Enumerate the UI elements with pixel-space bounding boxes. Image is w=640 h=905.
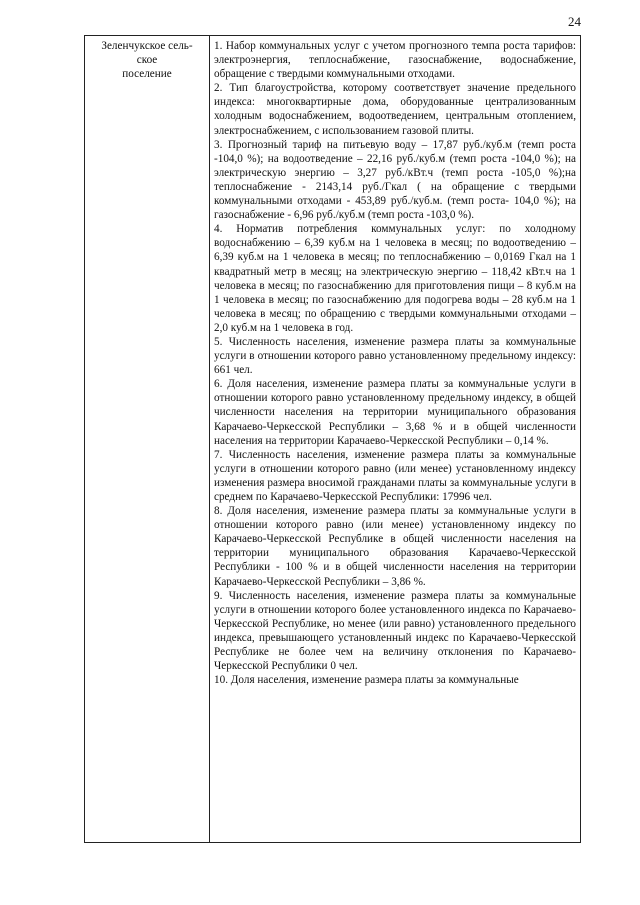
paragraph-item-1: 1. Набор коммунальных услуг с учетом прогнозного темпа роста тарифов: электроэнергия, теплоснабжение, газоснабжение, водоснабжение, обращение с твердыми коммунальными отходами.	[214, 40, 576, 81]
paragraph-item-9: 9. Численность населения, изменение размера платы за коммунальные услуги в отношении которого более установленного индекса по Карачаево-Черкесской Республике, но менее (или равно) установленного предельного индекса, превышающего установленный индекс по Карачаево-Черкесской Республике не более чем на величину отклонения по Карачаево-Черкесской Республики 0 чел.	[214, 589, 576, 673]
paragraph-item-5: 5. Численность населения, изменение размера платы за коммунальные услуги в отношении которого равно установленному предельному индексу: 661 чел.	[214, 335, 576, 377]
paragraph-item-6: 6. Доля населения, изменение размера платы за коммунальные услуги в отношении которого равно установленному предельному индексу, в общей численности населения на территории муниципального образования Карачаево-Черкесской Республики – 3,68 % и в общей численности населения на территории Карачаево-Черкесской Республики – 0,14 %.	[214, 378, 576, 447]
paragraph-item-7: 7. Численность населения, изменение размера платы за коммунальные услуги в отношении которого равно (или менее) установленному индексу изменения размера вносимой гражданами платы за коммунальные услуги в среднем по Карачаево-Черкесской Республики: 17996 чел.	[214, 448, 576, 503]
paragraph-item-4: 4. Норматив потребления коммунальных услуг: по холодному водоснабжению – 6,39 куб.м на 1 человека в месяц; по водоотведению – 6,39 куб.м на 1 человека в месяц; по теплоснабжению – 0,0169 Гкал на 1 квадратный метр в месяц; на электрическую энергию – 118,42 кВт.ч на 1 человека в месяц; по газоснабжению для приготовления пищи – 8 куб.м на 1 человека в месяц; по газоснабжению для подогрева воды – 28 куб.м на 1 человека в месяц; по обращению с твердыми коммунальными отходами – 2,0 куб.м на 1 человека в год.	[214, 223, 576, 334]
paragraph-item-10: 10. Доля населения, изменение размера платы за коммунальные	[214, 674, 519, 687]
municipality-name-line: Зеленчукское сель-	[101, 40, 193, 52]
paragraph-item-2: 2. Тип благоустройства, которому соответствует значение предельного индекса: многоквартирные дома, оборудованные централизованным холодным водоснабжением, водоотведением, центральным отоплением, электроснабжением, с использованием газовой плиты.	[214, 82, 576, 137]
paragraph-item-8: 8. Доля населения, изменение размера платы за коммунальные услуги в отношении которого равно (или менее) установленному индексу по Карачаево-Черкесской Республике в общей численности населения на территории муниципального образования Карачаево-Черкесской Республики - 100 % и в общей численности населения на территории Карачаево-Черкесской Республики – 3,86 %.	[214, 505, 576, 588]
municipality-name-line: ское	[136, 54, 158, 66]
municipality-name-line: поселение	[122, 68, 172, 80]
municipality-cell	[85, 39, 209, 81]
page-number: 24	[568, 14, 581, 29]
details-cell	[214, 39, 576, 687]
document-table	[84, 35, 581, 843]
paragraph-item-3: 3. Прогнозный тариф на питьевую воду – 17,87 руб./куб.м (темп роста -104,0 %); на водоотведение – 22,16 руб./куб.м (темп роста -104,0 %); на электрическую энергию – 3,27 руб./кВт.ч (темп роста -105,0 %);на теплоснабжение - 2143,14 руб./Гкал ( на обращение с твердыми коммунальными отходами - 453,89 руб./куб.м. (темп роста- 104,0 %); на газоснабжение - 6,96 руб./куб.м (темп роста -103,0 %).	[214, 138, 576, 222]
column-divider	[209, 36, 210, 842]
